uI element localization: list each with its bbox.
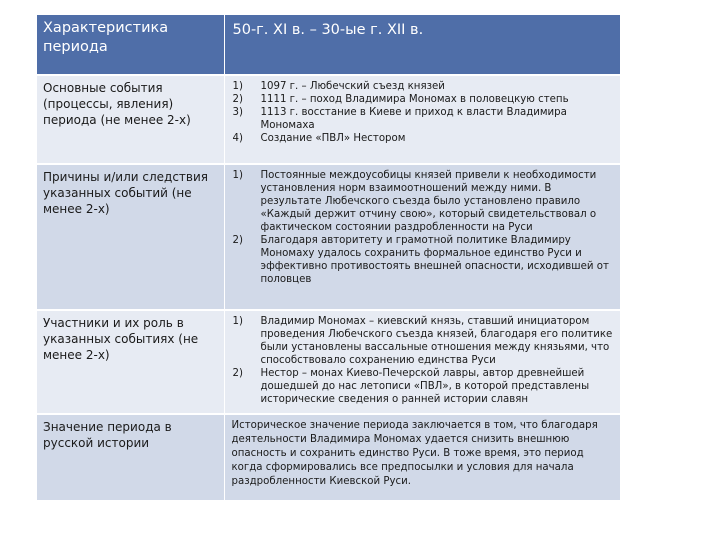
list-item: 2) Благодаря авторитету и грамотной политике Владимиру Мономаху удалось сохранить формальное единство Руси и эффективно противостоять внешней опасности, исходившей от половцев [232, 235, 609, 285]
header-row [37, 15, 620, 75]
row-label-events: Основные события (процессы, явления) периода (не менее 2-х) [43, 81, 191, 127]
header-characteristic: Характеристика периода [37, 15, 224, 75]
table-row [37, 414, 620, 500]
history-table [37, 15, 620, 500]
list-item: 1) Постоянные междоусобицы князей привели к необходимости установления норм взаимоотношений между ними. В результате Любечского съезда было установлено правило «Каждый держит отчину свою», который свидетельствовал о фактическом состоянии раздробленности на Руси [232, 170, 597, 233]
list-item: 1) Владимир Мономах – киевский князь, ставший инициатором проведения Любечского съезда князей, благодаря его политике были установлены вассальные отношения между князьями, что способствовало сохранению единства Руси [232, 316, 613, 366]
row-label-causes: Причины и/или следствия указанных событий (не менее 2-х) [43, 170, 209, 216]
significance-text: Историческое значение периода заключается в том, что благодаря деятельности Владимира Мономах удается снизить внешнюю опасность и сохранить единство Руси. В тоже время, это период когда сформировались все предпосылки и условия для начала раздробленности Киевской Руси. [231, 420, 598, 487]
header-period: 50-г. XI в. – 30-ые г. XII в. [224, 15, 620, 75]
table-row [37, 164, 620, 310]
list-item: 3) 1113 г. восстание в Киеве и приход к власти Владимира Мономаха [232, 107, 567, 131]
list-item: 4) Создание «ПВЛ» Нестором [232, 133, 406, 144]
list-item: 2) 1111 г. – поход Владимира Мономах в половецкую степь [232, 94, 569, 105]
row-label-participants: Участники и их роль в указанных событиях (не менее 2-х) [43, 316, 199, 362]
list-item: 2) Нестор – монах Киево-Печерской лавры, автор древнейшей дошедшей до нас летописи «ПВЛ», в которой представлены исторические сведения о ранней истории славян [232, 368, 590, 405]
row-label-significance: Значение периода в русской истории [43, 420, 172, 450]
table-row [37, 75, 620, 164]
list-item: 1) 1097 г. – Любечский съезд князей [232, 81, 445, 92]
table-row [37, 310, 620, 414]
